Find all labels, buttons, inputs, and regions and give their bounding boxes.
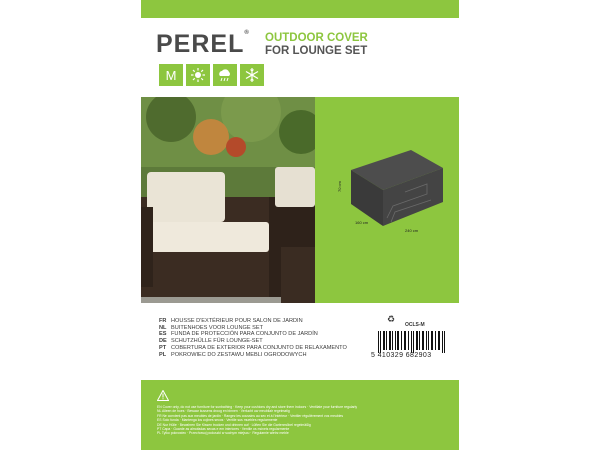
packaging-front xyxy=(141,0,459,450)
snowflake-icon xyxy=(240,64,264,86)
title-line-1: OUTDOOR COVER xyxy=(265,32,368,44)
translations-list xyxy=(159,318,359,358)
cover-dimension-diagram xyxy=(331,140,451,240)
lounge-set-photo xyxy=(141,97,315,303)
care-line: DE Nur Hülle · Bewahren Sie Kissen trocken und drinnen auf · Lüften Sie die Gartenmöbel regelmäßig xyxy=(157,422,311,427)
product-title xyxy=(265,32,368,58)
top-green-band xyxy=(141,0,459,18)
diagram-height-label: 70 cm xyxy=(337,181,342,192)
diagram-length-label: 240 cm xyxy=(405,228,419,233)
translation-es: ES FUNDA DE PROTECCIÓN PARA CONJUNTO DE JARDÍN xyxy=(159,331,318,338)
barcode xyxy=(377,331,447,353)
translation-pt: PT COBERTURA DE EXTERIOR PARA CONJUNTO DE RELAXAMENTO xyxy=(159,344,347,351)
care-line: PL Tylko pokrowiec · Przechowuj poduszki w suchym miejscu · Regularnie wietrz meble xyxy=(157,431,289,436)
product-code: OCLS-M xyxy=(405,322,425,328)
recycle-icon: ♻ xyxy=(387,314,396,324)
sun-icon xyxy=(186,64,210,86)
care-line: EN Cover only, do not use furniture for sunbathing · Keep your cushions dry and store them indoors · Ventilate your furniture regularly xyxy=(157,405,358,409)
translation-de: DE SCHUTZHÜLLE FÜR LOUNGE-SET xyxy=(159,338,263,345)
size-badge: M xyxy=(159,64,183,86)
translation-fr: FR HOUSSE D'EXTÉRIEUR POUR SALON DE JARDIN xyxy=(159,318,303,324)
title-line-2: FOR LOUNGE SET xyxy=(265,45,368,57)
translation-pl: PL POKROWIEC DO ZESTAWU MEBLI OGRODOWYCH xyxy=(159,351,307,358)
care-line: NL Alleen de hoes · Bewaar kussens droog en binnen · Verlucht uw meubilair regelmatig xyxy=(157,409,290,414)
care-line: FR Ne convient pas aux meubles de jardin · Rangez les coussins au sec et à l'intérieur · Ventiler régulièrement vos meubles xyxy=(157,413,344,418)
brand-logo xyxy=(156,30,250,59)
barcode-digits: 5 410329 682903 xyxy=(371,352,432,359)
brand-name: PEREL xyxy=(156,30,245,58)
care-line: ES Solo funda · Mantenga los cojines secos · Ventile sus muebles regularmente xyxy=(157,418,278,423)
translation-nl: NL BUITENHOES VOOR LOUNGE SET xyxy=(159,324,264,331)
rain-cloud-icon xyxy=(213,64,237,86)
feature-icons xyxy=(159,64,264,86)
care-instructions xyxy=(157,405,453,436)
diagram-depth-label: 160 cm xyxy=(355,220,369,225)
registered-mark: ® xyxy=(244,30,250,36)
warning-icon xyxy=(157,390,169,401)
care-line: PT Capa · Guarde as almofadas secas e em interiores · Ventile os móveis regularmente xyxy=(157,427,290,432)
